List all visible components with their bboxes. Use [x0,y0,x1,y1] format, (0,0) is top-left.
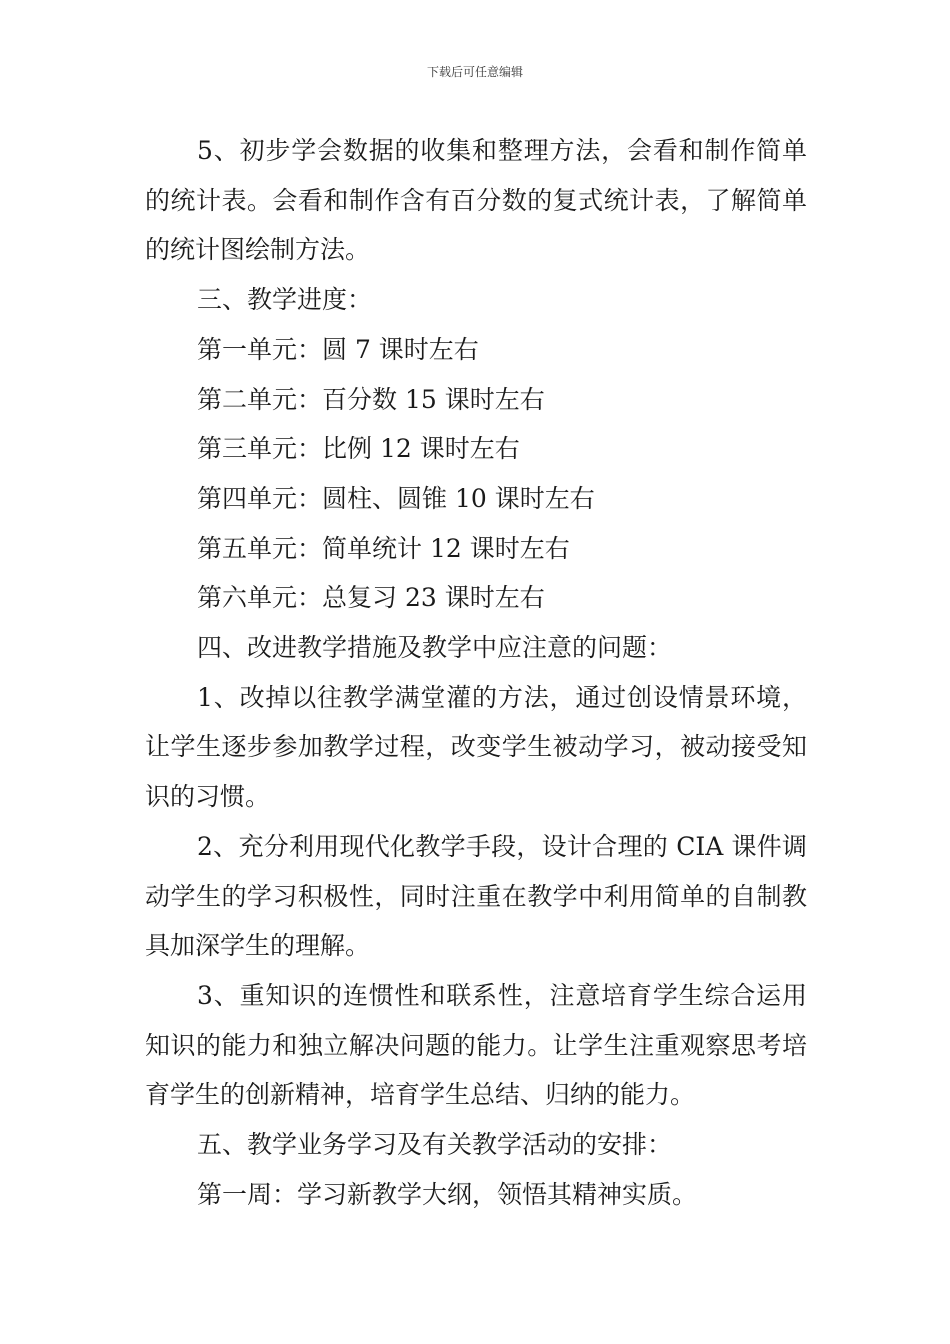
section-heading-activities: 五、教学业务学习及有关教学活动的安排： [197,1130,673,1160]
unit-line-1: 第一单元：圆 7 课时左右 [197,334,479,364]
paragraph-item-5: 5、初步学会数据的收集和整理方法，会看和制作简单的统计表。会看和制作含有百分数的复式统计表，了解简单的统计图绘制方法。 [145,136,807,265]
unit-line-2: 第二单元：百分数 15 课时左右 [197,384,545,414]
section-heading-measures: 四、改进教学措施及教学中应注意的问题： [197,633,673,663]
page-header: 下载后可任意编辑 [426,65,523,79]
paragraph-measure-3: 3、重知识的连惯性和联系性，注意培育学生综合运用知识的能力和独立解决问题的能力。让学生注重观察思考培育学生的创新精神，培育学生总结、归纳的能力。 [145,980,807,1110]
section-heading-schedule: 三、教学进度： [197,285,373,315]
unit-line-5: 第五单元：简单统计 12 课时左右 [197,533,570,563]
unit-line-4: 第四单元：圆柱、圆锥 10 课时左右 [197,483,595,513]
paragraph-measure-2: 2、充分利用现代化教学手段，设计合理的 CIA 课件调动学生的学习积极性，同时注重在教学中利用简单的自制教具加深学生的理解。 [145,831,807,961]
unit-line-6: 第六单元：总复习 23 课时左右 [197,583,545,613]
unit-line-3: 第三单元：比例 12 课时左右 [197,434,520,464]
paragraph-measure-1: 1、改掉以往教学满堂灌的方法，通过创设情景环境，让学生逐步参加教学过程，改变学生被动学习，被动接受知识的习惯。 [145,682,807,812]
week-line-1: 第一周：学习新教学大纲，领悟其精神实质。 [197,1179,698,1209]
document-body [145,126,807,1219]
